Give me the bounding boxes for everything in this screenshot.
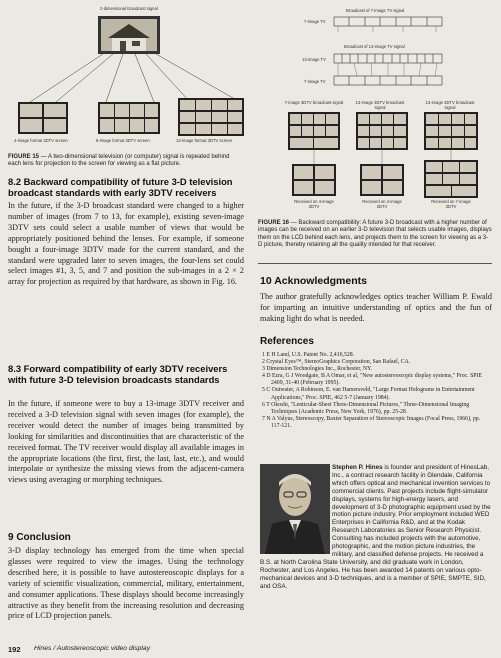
references-list xyxy=(262,352,490,430)
figure-15-label-4: 4-image format 3DTV screen xyxy=(14,138,68,143)
figure-16-row-label-7: 7-image TV xyxy=(304,19,326,24)
figure-15-label-13: 13-image format 3DTV screen xyxy=(176,138,233,143)
figure-16-caption-text: — Backward compatibility: A future 3-D broadcast with a higher number of images can be received on an earlier 3-D television that selects usable images, displays them on the LCD behind each lens, and projects them to the screen for viewing as a 3-D picture, thereby retaining all the quality intended for that receiver. xyxy=(258,220,492,248)
figure-15 xyxy=(8,6,248,148)
figure-15-top-label: 2-dimensional broadcast signal xyxy=(100,6,158,11)
reference-item: 2 Crystal Eyes™, StereoGraphics Corporation, San Rafael, CA. xyxy=(262,359,411,366)
figure-16-caption xyxy=(258,220,492,249)
section-8-2-heading: 8.2 Backward compatibility of future 3-D television broadcast standards with early 3DTV receivers xyxy=(8,176,233,198)
figure-15-diagram xyxy=(8,12,248,142)
photo-spacer xyxy=(260,464,332,556)
figure-16-bottom-label-3: Received on 7-image 3DTV xyxy=(431,199,471,209)
author-bio xyxy=(260,464,492,591)
reference-item: 3 Dimension Technologies Inc., Rochester, NY. xyxy=(262,366,373,373)
figure-15-caption-text: — A two-dimensional television (or computer) signal is repeated behind each lens for projection to the screen for viewing as a flat picture. xyxy=(8,154,230,168)
figure-16-screens xyxy=(258,110,494,210)
figure-16-row-label-13: 13-image TV xyxy=(302,57,326,62)
section-9-heading: 9 Conclusion xyxy=(8,532,71,543)
figure-16-col-label-1: 7-image 3DTV broadcast signal xyxy=(284,100,344,105)
reference-item: 4 D Ezra, G J Woodgate, B A Omar, et al, "New autostereoscopic display systems," Proc. SPIE 2409, 31-40 (February 1995). xyxy=(262,373,482,387)
author-name: Stephen P. Hines xyxy=(332,464,383,471)
section-8-3-text: In the future, if someone were to buy a 13-image 3DTV receiver and received a 3-D television signal with seven images (for example), the receiver would detect the number of images being transmitted by looking for similarities and discontinuities that are characteristic of the received format. The TV receiver would display all available images in the appropriate locations (the first, first, the last, last, etc.), and would interpolate or synthesize the missing views from the adjacent-camera views using averaging or morphing techniques. xyxy=(8,399,244,485)
reference-item: 7 N A Valyus, Stereoscopy, Baxter Separation of Stereoscopic Images (Focal Press, 1966), pp. 117-121. xyxy=(262,415,481,429)
figure-15-label-8: 8-image format 3DTV screen xyxy=(96,138,150,143)
section-8-3-heading: 8.3 Forward compatibility of early 3DTV receivers with future 3-D television broadcasts standards xyxy=(8,363,228,385)
figure-16-col-label-3: 13-image 3DTV broadcast signal xyxy=(425,100,475,110)
figure-16-col-label-2: 13-image 3DTV broadcast signal xyxy=(355,100,405,110)
figure-16-bottom-label-2: Received on 4-image 3DTV xyxy=(362,199,402,209)
reference-item: 1 E H Land, U.S. Patent No. 2,416,528. xyxy=(262,352,355,358)
figure-16 xyxy=(258,6,494,218)
figure-15-caption-label: FIGURE 15 xyxy=(8,154,40,160)
author-bio-text: is founder and president of HinesLab, Inc., a contract research facility in Glendale, California which offers optical and mechanical invention services to commercial clients. Past projects include flight-simulator displays, systems for high-energy lasers, and development of 3-D photographic equipment used by the motion picture industry. Prior employment included WED Enterprises in California R&D, and at the Kodak Research Laboratories as Senior Research Physicist. Consulting has included projects with the automotive, photographic, and the motion picture industries, the military, and classified defense projects. He received a B.S. at North Carolina State University, and did graduate work in London, Rochester, and Los Angeles. He has been awarded 14 patents on various opto-mechanical devices and 3-D techniques, and is a member of SPIE, SMPTE, SID, and OSA. xyxy=(260,464,491,590)
section-divider xyxy=(258,263,492,264)
section-10-heading: 10 Acknowledgments xyxy=(260,275,367,287)
reference-item: 6 T Okoshi, "Lenticular-Sheet Three-Dimensional Pictures," Three-Dimensional Imaging Techniques (Academic Press, New York, 1976), pp. 25-28. xyxy=(262,401,470,415)
figure-16-mid-label: Broadcast of 13-image TV signal xyxy=(344,44,405,49)
figure-16-row-label-7b: 7-image TV xyxy=(304,79,326,84)
section-9-text: 3-D display technology has emerged from the time when special glasses were required to view the images. Using the technology described here, it is possible to have autostereoscopic displays for a variety of scientific visualization, commercial, military, entertainment, and consumer applications. These displays should become increasingly attractive as they benefit from the increasing resolution and decreasing price of LCD projection panels. xyxy=(8,546,244,621)
figure-16-signal-strips xyxy=(258,6,494,106)
section-8-2-text: In the future, if the 3-D broadcast standard were changed to a higher number of images (from 7 to 13, for example), existing seven-image 3DTV sets could select a usable number of views that would be appropriately positioned behind the lenses. For example, if someone bought a four-image 3DTV made for the current standard, and the standard were upgraded later to seven images, the four-lens set could select images #1, 3, 5, and 7 and position the sub-images in a 2 × 2 array for projection as required by that hardware, as shown in Fig. 16. xyxy=(8,201,244,287)
figure-16-bottom-label-1: Received on 4-image 3DTV xyxy=(294,199,334,209)
page-number: 192 xyxy=(8,645,21,654)
figure-15-caption xyxy=(8,154,244,169)
reference-item: 5 C Outwater, A Robinson, E. van Hamersveld, "Large Format Holograms in Entertainment Applications," Proc. SPIE, 462 5-7 (January 1984). xyxy=(262,387,475,401)
figure-16-top-label: Broadcast of 7-image TV signal xyxy=(346,8,405,13)
references-heading: References xyxy=(260,336,314,347)
figure-16-caption-label: FIGURE 16 xyxy=(258,220,290,226)
section-10-text: The author gratefully acknowledges optics teacher William P. Ewald for imparting an intuitive understanding of optics and the fun of making light do what is needed. xyxy=(260,292,492,323)
running-footer: Hines / Autostereoscopic video display xyxy=(34,645,151,652)
